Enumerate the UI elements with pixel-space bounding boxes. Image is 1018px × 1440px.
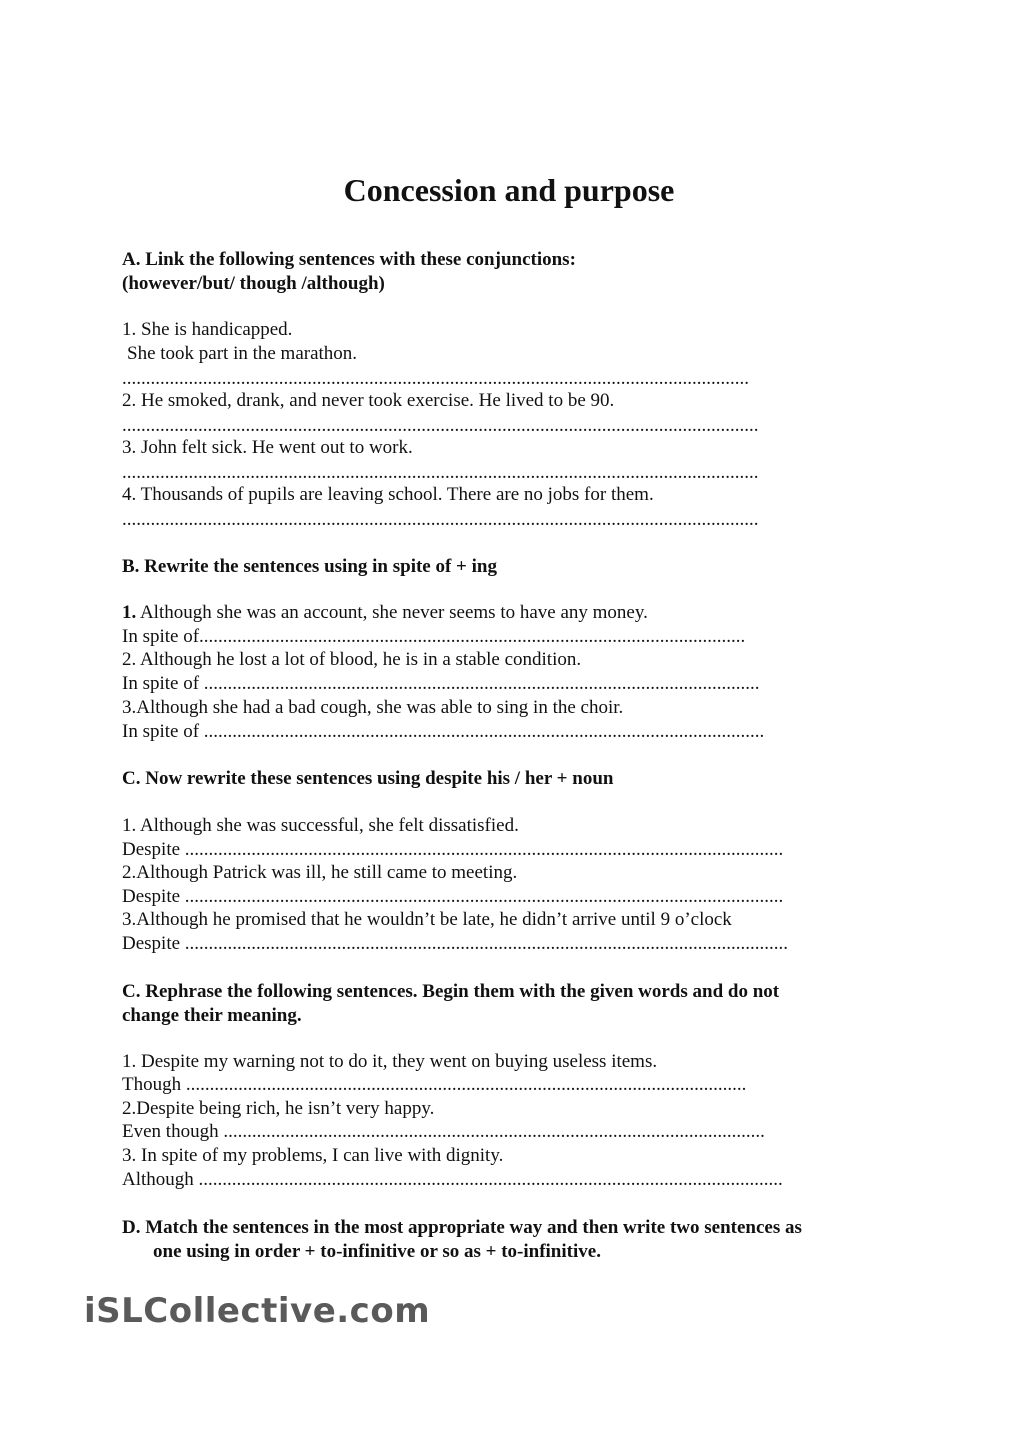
islcollective-watermark: iSLCollective.com	[84, 1291, 431, 1331]
answer-line-b2: In spite of .....................................................................................................................	[122, 673, 760, 694]
answer-line-c2-2: Even though ..................................................................................................................	[122, 1121, 765, 1142]
question-c2-1: 1. Despite my warning not to do it, they went on buying useless items.	[122, 1051, 658, 1072]
section-a-conjunctions: (however/but/ though /although)	[122, 273, 385, 294]
question-a2: 2. He smoked, drank, and never took exercise. He lived to be 90.	[122, 390, 615, 411]
answer-line-a4: ......................................................................................................................................	[122, 509, 759, 530]
question-c1-1: 1. Although she was successful, she felt dissatisfied.	[122, 815, 519, 836]
section-d-heading-cont: one using in order + to-infinitive or so as + to-infinitive.	[153, 1241, 601, 1262]
question-b1-number: 1.	[122, 602, 137, 623]
question-b1	[122, 602, 648, 624]
question-c2-3: 3. In spite of my problems, I can live with dignity.	[122, 1145, 504, 1166]
section-d-heading: D. Match the sentences in the most appropriate way and then write two sentences as	[122, 1217, 802, 1238]
answer-line-c2-1: Though ......................................................................................................................	[122, 1074, 747, 1095]
question-a1: 1. She is handicapped.	[122, 319, 293, 340]
question-c1-2: 2.Although Patrick was ill, he still came to meeting.	[122, 862, 518, 883]
answer-line-c1-3: Despite ...............................................................................................................................	[122, 933, 789, 954]
answer-line-c1-1: Despite ..............................................................................................................................	[122, 839, 784, 860]
section-c1-heading: C. Now rewrite these sentences using despite his / her + noun	[122, 768, 614, 789]
answer-line-a3: ......................................................................................................................................	[122, 462, 759, 483]
answer-line-c1-2: Despite ..............................................................................................................................	[122, 886, 784, 907]
section-a-heading: A. Link the following sentences with these conjunctions:	[122, 249, 576, 270]
page-title: Concession and purpose	[343, 172, 675, 208]
answer-line-a2: ......................................................................................................................................	[122, 415, 759, 436]
section-b-heading: B. Rewrite the sentences using in spite of + ing	[122, 556, 497, 577]
answer-line-c2-3: Although ...........................................................................................................................	[122, 1169, 783, 1190]
question-c2-2: 2.Despite being rich, he isn’t very happy.	[122, 1098, 435, 1119]
answer-line-a1: ....................................................................................................................................	[122, 368, 749, 389]
question-b2: 2. Although he lost a lot of blood, he is in a stable condition.	[122, 649, 582, 670]
answer-line-b3: In spite of ......................................................................................................................	[122, 721, 765, 742]
question-a4: 4. Thousands of pupils are leaving school. There are no jobs for them.	[122, 484, 654, 505]
question-b3: 3.Although she had a bad cough, she was able to sing in the choir.	[122, 697, 624, 718]
answer-line-b1: In spite of...................................................................................................................	[122, 626, 746, 647]
section-c2-heading-cont: change their meaning.	[122, 1005, 302, 1026]
question-a1-second-sentence: She took part in the marathon.	[127, 343, 358, 364]
question-c1-3: 3.Although he promised that he wouldn’t be late, he didn’t arrive until 9 o’clock	[122, 909, 732, 930]
question-b1-text: Although she was an account, she never seems to have any money.	[136, 602, 648, 623]
section-c2-heading: C. Rephrase the following sentences. Begin them with the given words and do not	[122, 981, 780, 1002]
question-a3: 3. John felt sick. He went out to work.	[122, 437, 413, 458]
